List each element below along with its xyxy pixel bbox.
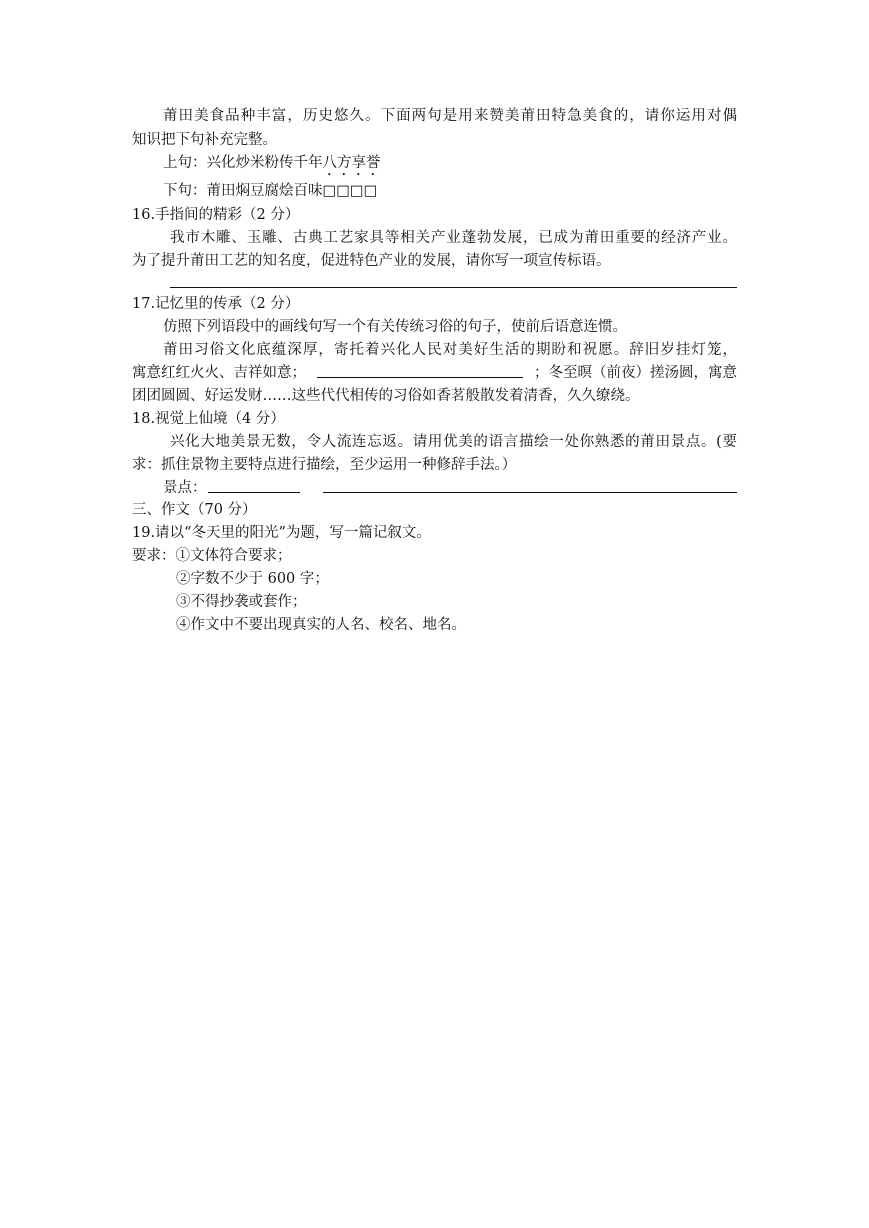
q16-para-line2: 为了提升莆田工艺的知名度，促进特色产业的发展，请你写一项宣传标语。 xyxy=(132,253,611,269)
q15-intro-line1: 莆田美食品种丰富，历史悠久。下面两句是用来赞美莆田特急美食的，请你运用对偶 xyxy=(163,108,737,124)
q19-requirement-3: ③不得抄袭或套作； xyxy=(176,594,307,610)
q18-spot-name-blank[interactable] xyxy=(208,492,300,493)
q16-para-line1: 我市木雕、玉雕、古典工艺家具等相关产业蓬勃发展，已成为莆田重要的经济产业。 xyxy=(170,230,737,246)
q17-answer-blank[interactable] xyxy=(317,363,523,378)
q17-para-line2 xyxy=(132,363,737,383)
q15-upper-dotted: 八方享誉 xyxy=(322,155,381,171)
q15-intro-line2: 知识把下句补充完整。 xyxy=(132,132,277,148)
q18-heading: 18.视觉上仙境（4 分） xyxy=(132,411,285,427)
q18-description-blank[interactable] xyxy=(323,492,737,493)
q16-answer-line[interactable] xyxy=(170,287,737,288)
q16-heading: 16.手指间的精彩（2 分） xyxy=(132,207,300,223)
q18-para-line1: 兴化大地美景无数，令人流连忘返。请用优美的语言描绘一处你熟悉的莆田景点。(要 xyxy=(170,434,737,450)
q17-para-line2-a: 寓意红红火火、吉祥如意； xyxy=(132,365,306,381)
q15-lower-line: 下句：莆田焖豆腐烩百味□□□□ xyxy=(163,183,378,199)
q17-para-line2-b: ；冬至暝（前夜）搓汤圆，寓意 xyxy=(534,365,737,381)
q17-para-line1: 莆田习俗文化底蕴深厚，寄托着兴化人民对美好生活的期盼和祝愿。辞旧岁挂灯笼， xyxy=(163,342,737,358)
q17-instruction: 仿照下列语段中的画线句写一个有关传统习俗的句子，使前后语意连惯。 xyxy=(163,319,627,335)
q15-upper-line xyxy=(163,153,381,179)
q19-prompt: 19.请以“冬天里的阳光”为题，写一篇记叙文。 xyxy=(132,525,431,541)
q19-requirement-1: 要求：①文体符合要求； xyxy=(132,548,292,564)
q19-requirement-2: ②字数不少于 600 字； xyxy=(176,571,329,587)
q17-para-line3: 团团圆圆、好运发财……这些代代相传的习俗如香茗般散发着清香，久久缭绕。 xyxy=(132,388,640,404)
q17-heading: 17.记忆里的传承（2 分） xyxy=(132,296,300,312)
q18-spot-label: 景点： xyxy=(163,480,207,496)
q19-requirement-4: ④作文中不要出现真实的人名、校名、地名。 xyxy=(176,617,466,633)
section3-heading: 三、作文（70 分） xyxy=(132,502,257,518)
q18-para-line2: 求：抓住景物主要特点进行描绘，至少运用一种修辞手法。） xyxy=(132,457,517,473)
q15-upper-prefix: 上句：兴化炒米粉传千年 xyxy=(163,155,323,171)
